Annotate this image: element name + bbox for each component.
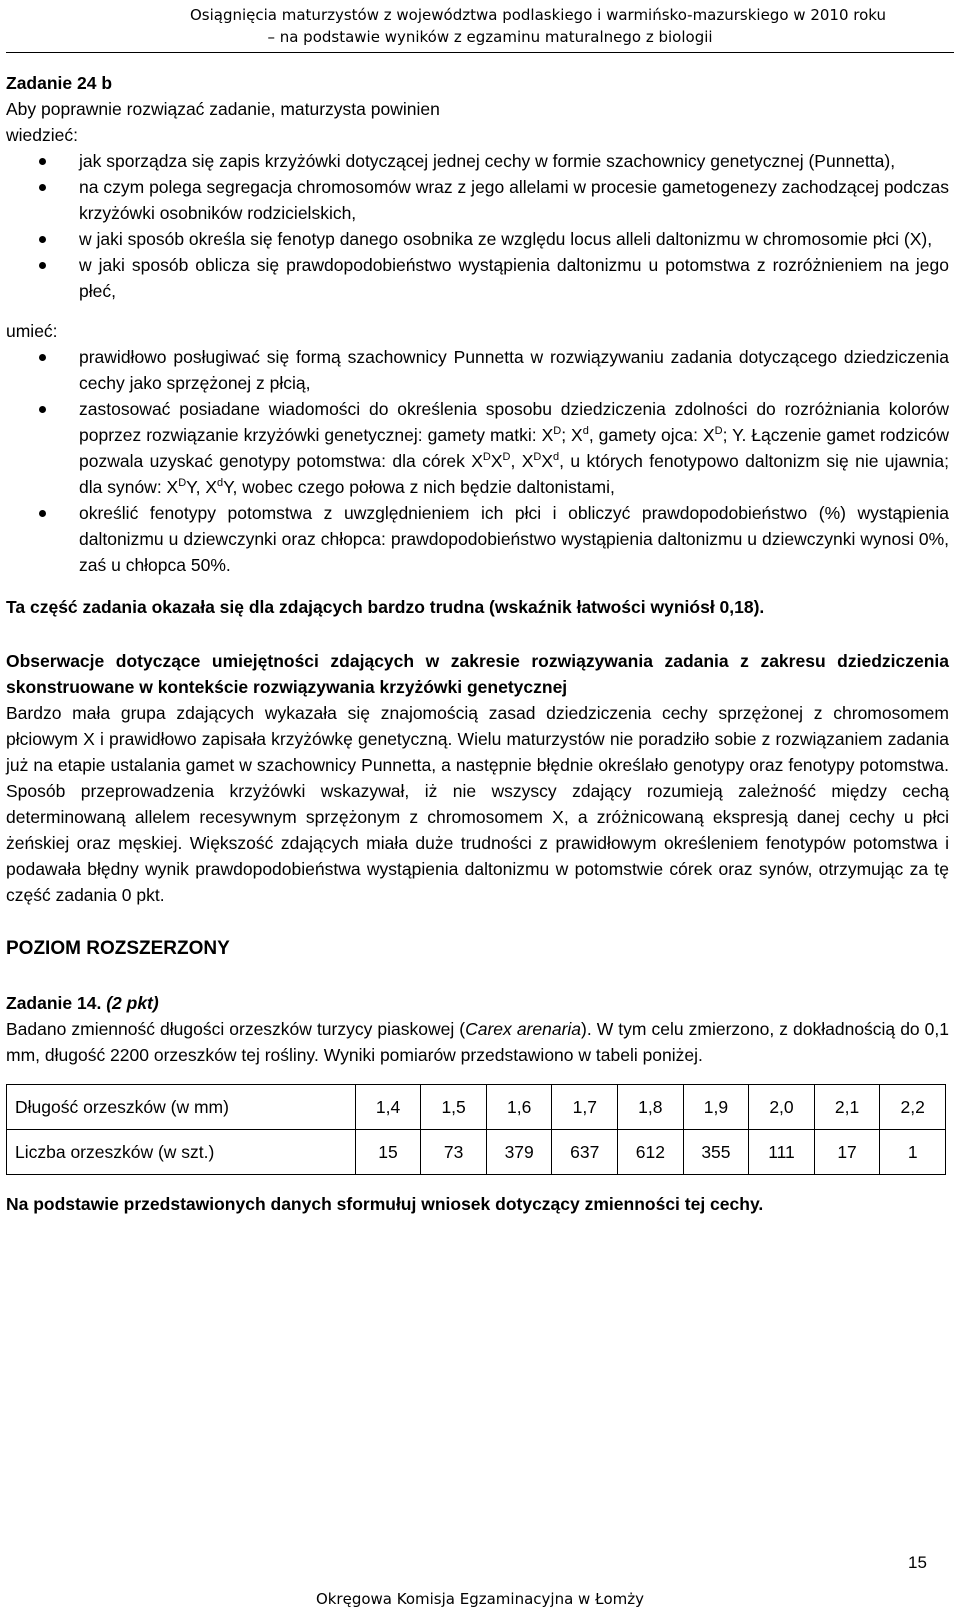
table-cell: 15 (355, 1130, 421, 1175)
can-item-genetics: zastosować posiadane wiadomości do określenia sposobu dziedziczenia zdolności do rozróżniania kolorów poprzez rozwiązanie krzyżówki genetycznej: gamety matki: $X^D$; $X^d$, gamety ojca: $X^D$; Y. Łączenie gamet rodziców pozwala uzyskać genotypy potomstwa: dla córek $X^DX^D$, $X^DX^d$, u których fenotypowo daltonizm się nie ujawnia; dla synów: $X^DY$, $X^dY$, wobec czego połowa z nich będzie daltonistami, (6, 396, 949, 500)
know-list (6, 148, 949, 304)
task-14-question: Na podstawie przedstawionych danych sformułuj wniosek dotyczący zmienności tej cechy. (6, 1194, 764, 1214)
table-cell: 2,0 (749, 1085, 815, 1130)
task-24b-intro: Aby poprawnie rozwiązać zadanie, maturzysta powinien (6, 99, 440, 119)
table-cell: 111 (749, 1130, 815, 1175)
observations-text: Bardzo mała grupa zdających wykazała się znajomością zasad dziedziczenia cechy sprzężonej z chromosomem płciowym X i prawidłowo zapisała krzyżówkę genetyczną. Wielu maturzystów nie poradziło sobie z rozwiązaniem zadania już na etapie ustalania gamet w szachownicy Punnetta, a następnie błędnie określało genotypy oraz fenotypy potomstwa. Sposób przeprowadzenia krzyżówki wskazywał, iż nie wszyscy zdający rozumieją zależność między cechą determinowaną allelem recesywnym sprzężonym z chromosomem X, a zróżnicowaną ekspresją danej cechy u płci żeńskiej oraz męskiej. Większość zdających miała duże trudności z prawidłowym określeniem fenotypów potomstwa i podawała błędny wynik prawdopodobieństwa wystąpienia daltonizmu w potomstwie córek oraz synów, otrzymując za tę część zadania 0 pkt. (6, 703, 949, 905)
header-line-2: – na podstawie wyników z egzaminu maturalnego z biologii (267, 28, 713, 46)
table-cell: 612 (618, 1130, 684, 1175)
task-14-intro: Badano zmienność długości orzeszków turzycy piaskowej (Carex arenaria). W tym celu zmierzono, z dokładnością do 0,1 mm, długość 2200 orzeszków tej rośliny. Wyniki pomiarów przedstawiono w tabeli poniżej. (6, 1019, 950, 1065)
table-cell: 17 (814, 1130, 880, 1175)
table-cell: 2,2 (880, 1085, 946, 1130)
table-cell: 379 (486, 1130, 552, 1175)
page-header (0, 4, 960, 48)
measurements-table (6, 1084, 946, 1175)
page-number: 15 (908, 1553, 927, 1572)
know-item: na czym polega segregacja chromosomów wraz z jego allelami w procesie gametogenezy zachodzącej podczas krzyżówki osobników rodzicielskich, (6, 174, 949, 226)
table-cell: 2,1 (814, 1085, 880, 1130)
know-item: w jaki sposób określa się fenotyp danego osobnika ze względu locus alleli daltonizmu w chromosomie płci (X), (6, 226, 949, 252)
table-cell: 637 (552, 1130, 618, 1175)
table-cell: 1,7 (552, 1085, 618, 1130)
can-list (6, 344, 949, 578)
know-item: w jaki sposób oblicza się prawdopodobieństwo wystąpienia daltonizmu u potomstwa z rozróżnieniem na jego płeć, (6, 252, 949, 304)
task-14-points: (2 pkt) (106, 993, 159, 1013)
observations-title: Obserwacje dotyczące umiejętności zdających w zakresie rozwiązywania zadania z zakresu dziedziczenia skonstruowane w kontekście rozwiązywania krzyżówki genetycznej (6, 651, 949, 697)
difficulty-note: Ta część zadania okazała się dla zdających bardzo trudna (wskaźnik łatwości wyniósł 0,18). (6, 597, 765, 617)
row-header: Długość orzeszków (w mm) (7, 1085, 356, 1130)
table-row (7, 1085, 946, 1130)
page-content (6, 70, 949, 1217)
can-label: umieć: (6, 321, 58, 341)
task-24b-title: Zadanie 24 b (6, 73, 113, 93)
task-14-title-line (6, 990, 949, 1016)
table-cell: 1,9 (683, 1085, 749, 1130)
table-cell: 355 (683, 1130, 749, 1175)
task-14-title: Zadanie 14. (6, 993, 102, 1013)
know-label: wiedzieć: (6, 125, 78, 145)
table-cell: 73 (421, 1130, 487, 1175)
can-item: określić fenotypy potomstwa z uwzględnieniem ich płci i obliczyć prawdopodobieństwo (%) wystąpienia daltonizmu u dziewczynki oraz chłopca: prawdopodobieństwo wystąpienia daltonizmu u dziewczynki wynosi 0%, zaś u chłopca 50%. (6, 500, 949, 578)
table-cell: 1,8 (618, 1085, 684, 1130)
know-item: jak sporządza się zapis krzyżówki dotyczącej jednej cechy w formie szachownicy genetycznej (Punnetta), (6, 148, 949, 174)
header-rule (6, 52, 954, 53)
can-item: prawidłowo posługiwać się formą szachownicy Punnetta w rozwiązywaniu zadania dotyczącego dziedziczenia cechy jako sprzężonej z płcią, (6, 344, 949, 396)
page-footer: Okręgowa Komisja Egzaminacyjna w Łomży (315, 1590, 645, 1608)
level-heading: POZIOM ROZSZERZONY (6, 938, 230, 959)
table-cell: 1,6 (486, 1085, 552, 1130)
row-header: Liczba orzeszków (w szt.) (7, 1130, 356, 1175)
table-cell: 1 (880, 1130, 946, 1175)
table-cell: 1,4 (355, 1085, 421, 1130)
header-line-1: Osiągnięcia maturzystów z województwa podlaskiego i warmińsko-mazurskiego w 2010 roku (189, 6, 887, 24)
species-name: Carex arenaria (465, 1019, 582, 1039)
table-cell: 1,5 (421, 1085, 487, 1130)
table-row (7, 1130, 946, 1175)
